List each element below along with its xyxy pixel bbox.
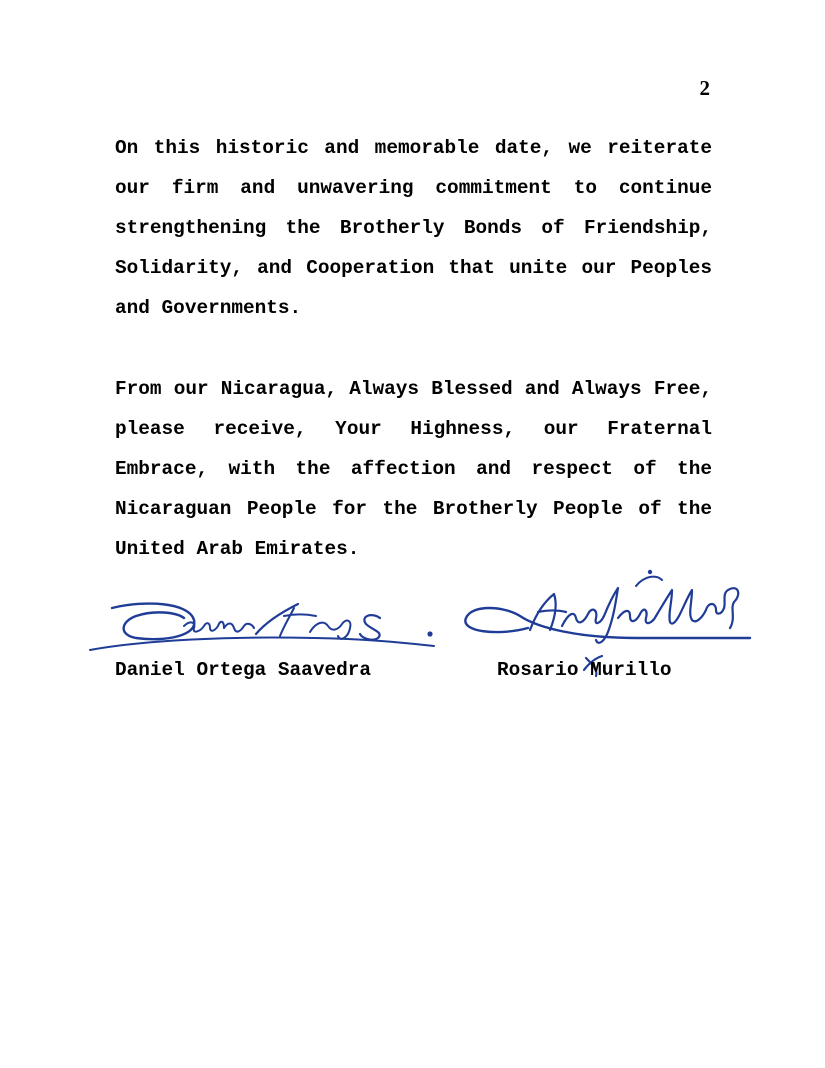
- letter-paragraph: On this historic and memorable date, we reiterate our firm and unwavering commitment to continue strengthening the Brotherly Bonds of Friendship, Solidarity, and Cooperation that unite our Peoples and Governments.: [115, 137, 712, 320]
- page-number: 2: [699, 76, 710, 100]
- signature-daniel-ortega: [84, 592, 444, 662]
- signatory-name: Rosario Murillo: [497, 659, 672, 681]
- letter-paragraph: From our Nicaragua, Always Blessed and Always Free, please receive, Your Highness, our Fraternal Embrace, with the affection and respect of the Nicaraguan People for the Brotherly People of the United Arab Emirates.: [115, 378, 712, 561]
- signatory-name: Daniel Ortega Saavedra: [115, 659, 371, 681]
